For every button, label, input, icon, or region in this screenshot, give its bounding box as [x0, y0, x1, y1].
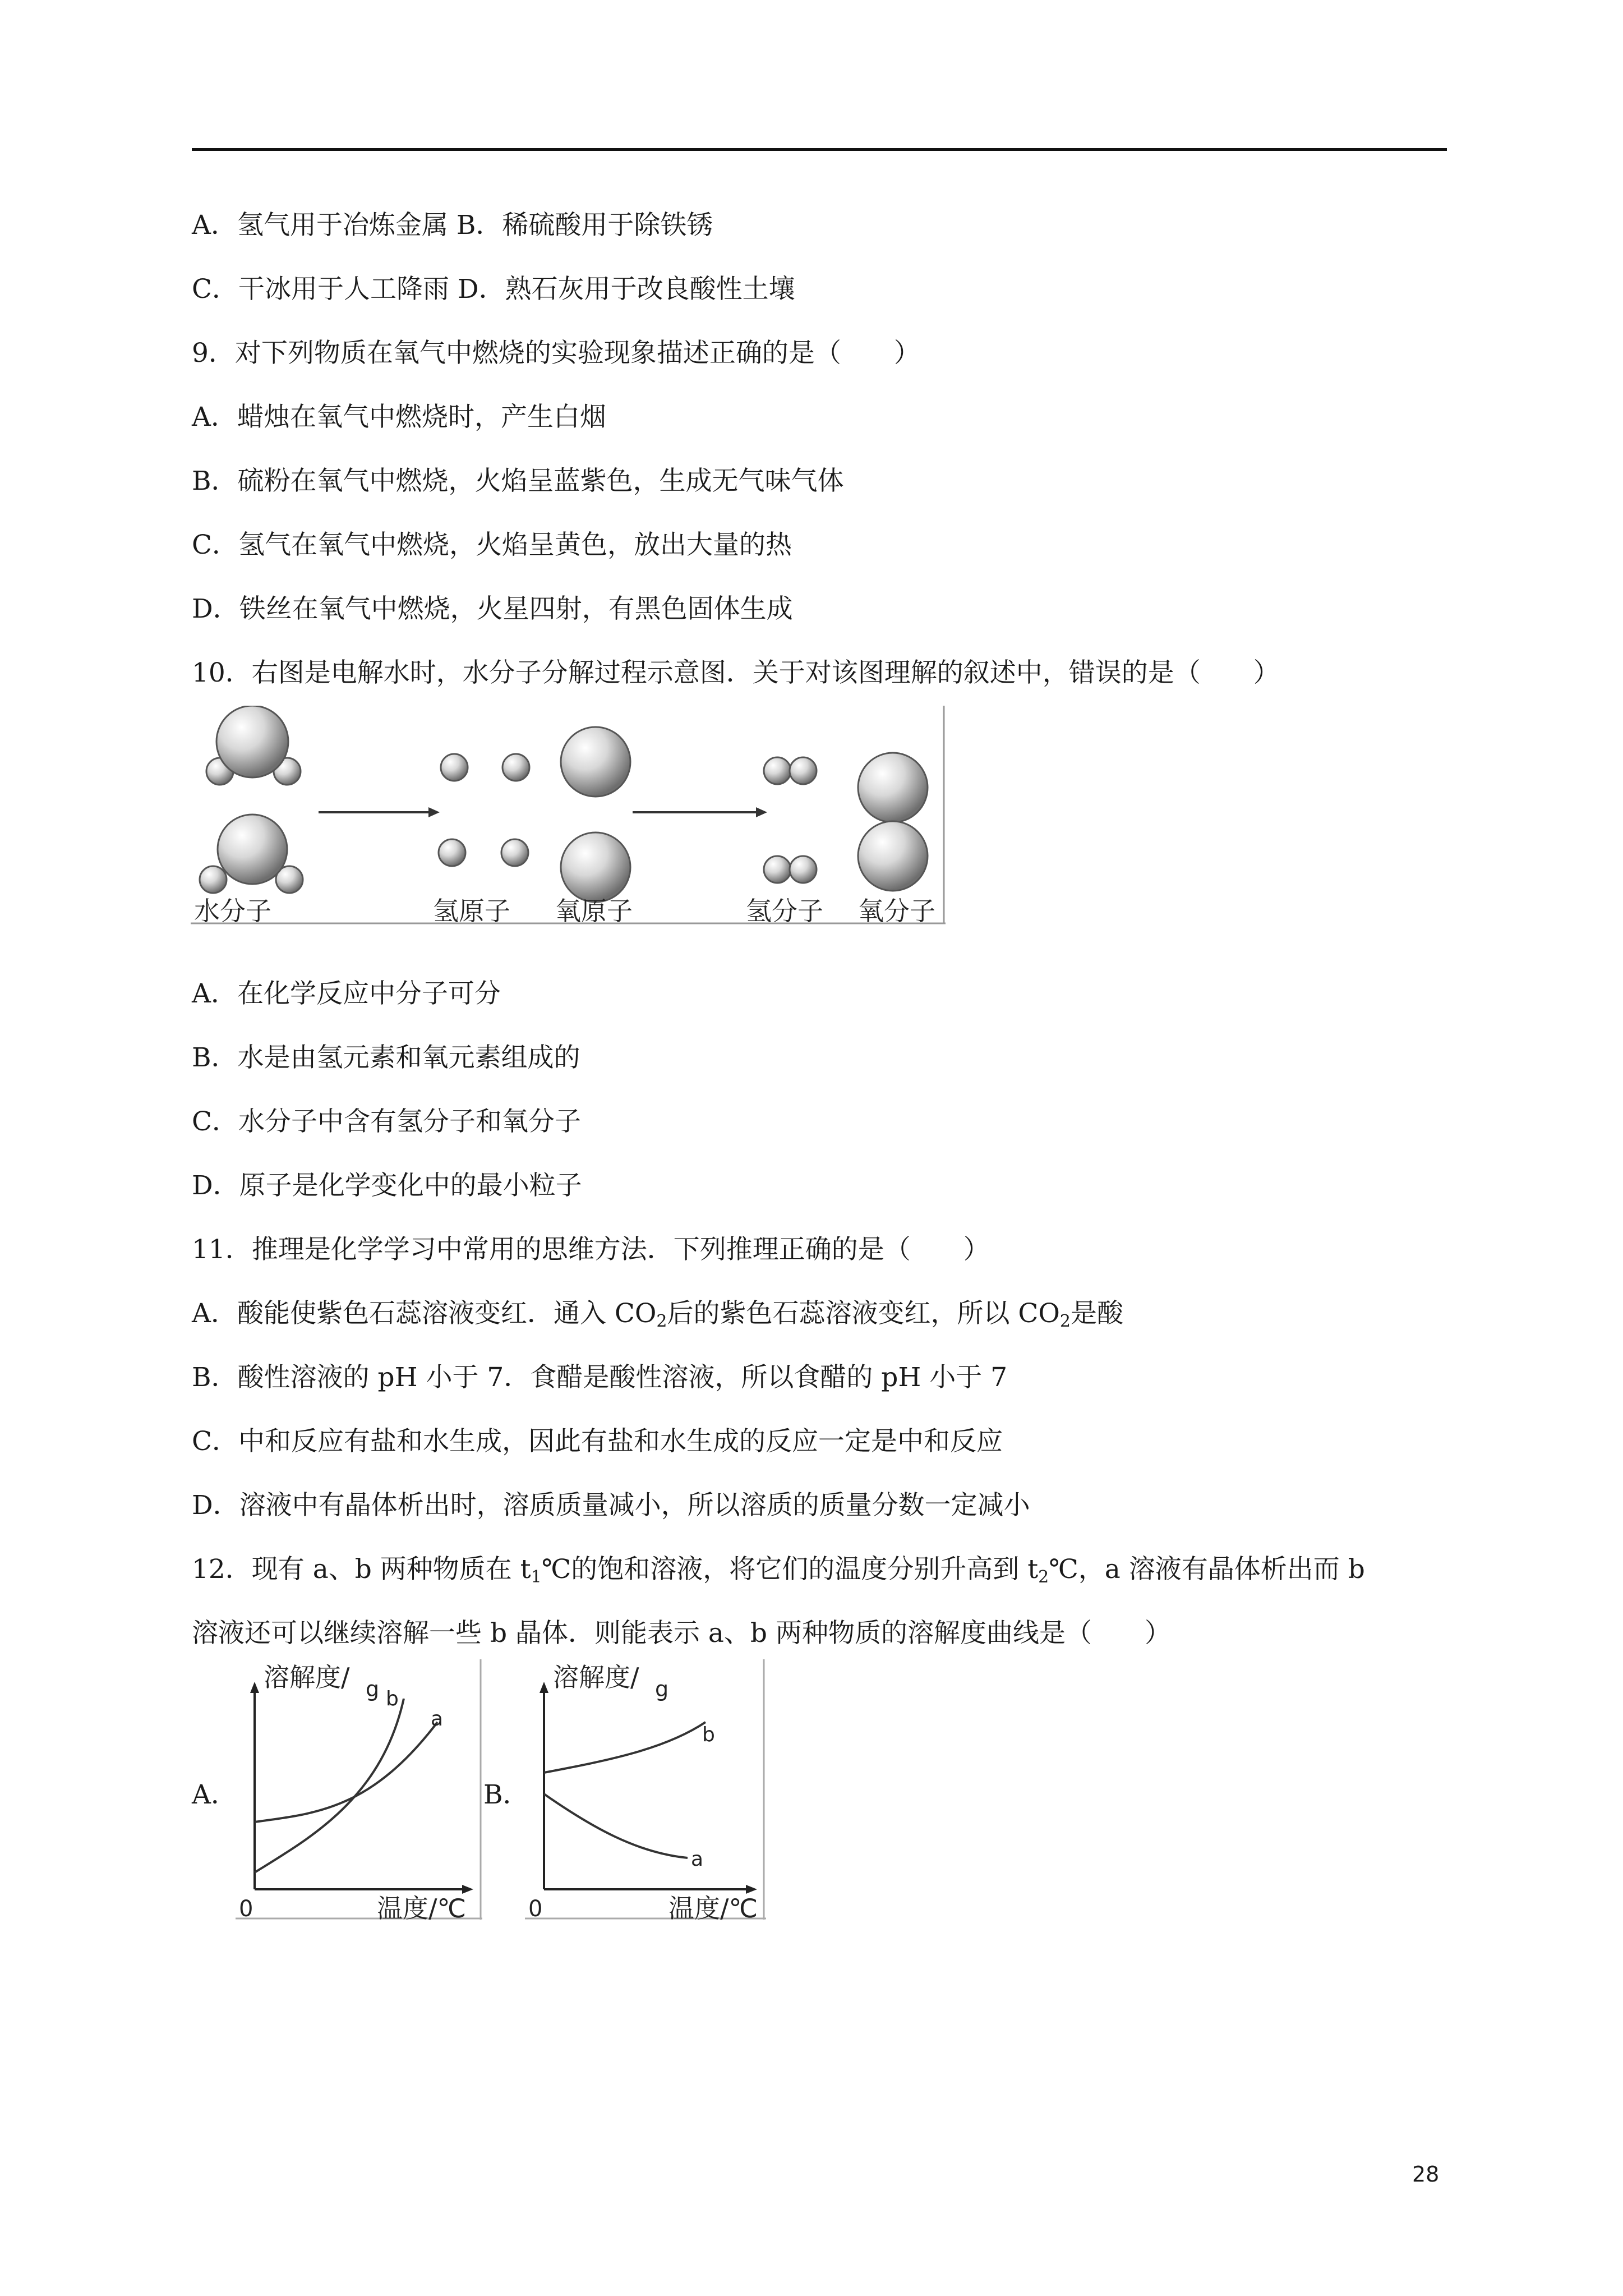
y-axis-unit: g: [655, 1677, 669, 1701]
header-rule: [192, 148, 1447, 151]
page-number: 28: [1412, 2162, 1440, 2187]
oxygen-atoms: [561, 727, 630, 902]
curve-a-label: a: [691, 1848, 704, 1871]
curve-a: [544, 1794, 688, 1858]
q12-option-b-label: B．: [483, 1779, 529, 1810]
q11-option-b: B．酸性溶液的 pH 小于 7．食醋是酸性溶液，所以食醋的 pH 小于 7: [192, 1362, 1008, 1393]
electrolysis-diagram: [191, 706, 946, 930]
q11-option-d: D．溶液中有晶体析出时，溶质质量减小，所以溶质的质量分数一定减小: [192, 1490, 1030, 1521]
origin-label: 0: [528, 1896, 543, 1920]
q11-option-c: C．中和反应有盐和水生成，因此有盐和水生成的反应一定是中和反应: [192, 1426, 1003, 1457]
label-hydrogen-molecule: 氢分子: [746, 896, 823, 926]
q9-option-d: D．铁丝在氧气中燃烧，火星四射，有黑色固体生成: [192, 593, 793, 624]
hydrogen-molecules: [764, 757, 817, 883]
q11-stem: 11．推理是化学学习中常用的思维方法．下列推理正确的是（ ）: [192, 1234, 990, 1265]
y-axis-label: 溶解度/: [553, 1662, 639, 1692]
q12-stem-line1: 12．现有 a、b 两种物质在 $t_1℃$的饱和溶液，将它们的温度分别升高到 $t_2℃$，a 溶液有晶体析出而 b: [192, 1554, 1365, 1587]
q10-option-a: A．在化学反应中分子可分: [192, 978, 501, 1009]
q10-option-d: D．原子是化学变化中的最小粒子: [192, 1170, 582, 1201]
arrow-icon: [319, 807, 440, 817]
y-axis-unit: g: [366, 1677, 380, 1701]
label-oxygen-molecule: 氧分子: [858, 896, 935, 926]
curve-b-label: b: [702, 1723, 715, 1746]
q12-stem-line2: 溶液还可以继续溶解一些 b 晶体．则能表示 a、b 两种物质的溶解度曲线是（ ）: [192, 1618, 1171, 1649]
q11-option-a: A．酸能使紫色石蕊溶液变红．通入 $CO_2$后的紫色石蕊溶液变红，所以 $CO_2$是酸: [192, 1298, 1123, 1331]
arrow-icon: [633, 807, 767, 817]
label-hydrogen-atom: 氢原子: [433, 896, 510, 926]
solubility-graph-b: [525, 1659, 766, 1920]
origin-label: 0: [239, 1896, 253, 1920]
label-oxygen-atom: 氧原子: [555, 896, 633, 926]
x-axis-label: 温度/℃: [377, 1893, 467, 1920]
q10-option-c: C．水分子中含有氢分子和氧分子: [192, 1106, 581, 1137]
q12-option-a-label: A．: [192, 1779, 237, 1810]
q9-option-c: C．氢气在氧气中燃烧，火焰呈黄色，放出大量的热: [192, 530, 792, 560]
curve-a-label: a: [431, 1708, 444, 1731]
y-axis-label: 溶解度/: [264, 1662, 350, 1692]
curve-b: [544, 1722, 706, 1773]
q9-stem: 9．对下列物质在氧气中燃烧的实验现象描述正确的是（ ）: [192, 338, 920, 369]
q9-option-b: B．硫粉在氧气中燃烧，火焰呈蓝紫色，生成无气味气体: [192, 466, 844, 496]
curve-b: [255, 1699, 404, 1872]
hydrogen-atoms: [439, 754, 529, 866]
solubility-graph-a: [236, 1659, 482, 1920]
q10-option-b: B．水是由氢元素和氧元素组成的: [192, 1042, 580, 1073]
curve-b-label: b: [386, 1687, 399, 1710]
water-molecule-top: [206, 706, 301, 785]
q9-option-a: A．蜡烛在氧气中燃烧时，产生白烟: [192, 402, 606, 432]
q10-stem: 10．右图是电解水时，水分子分解过程示意图．关于对该图理解的叙述中，错误的是（ ）: [192, 657, 1280, 688]
x-axis-label: 温度/℃: [668, 1893, 758, 1920]
q8-options-ab: A．氢气用于冶炼金属 B．稀硫酸用于除铁锈: [192, 210, 713, 241]
oxygen-molecule: [858, 753, 928, 891]
q8-options-cd: C．干冰用于人工降雨 D．熟石灰用于改良酸性土壤: [192, 274, 795, 305]
label-water-molecule: 水分子: [194, 896, 271, 926]
water-molecule-bottom: [200, 815, 303, 893]
